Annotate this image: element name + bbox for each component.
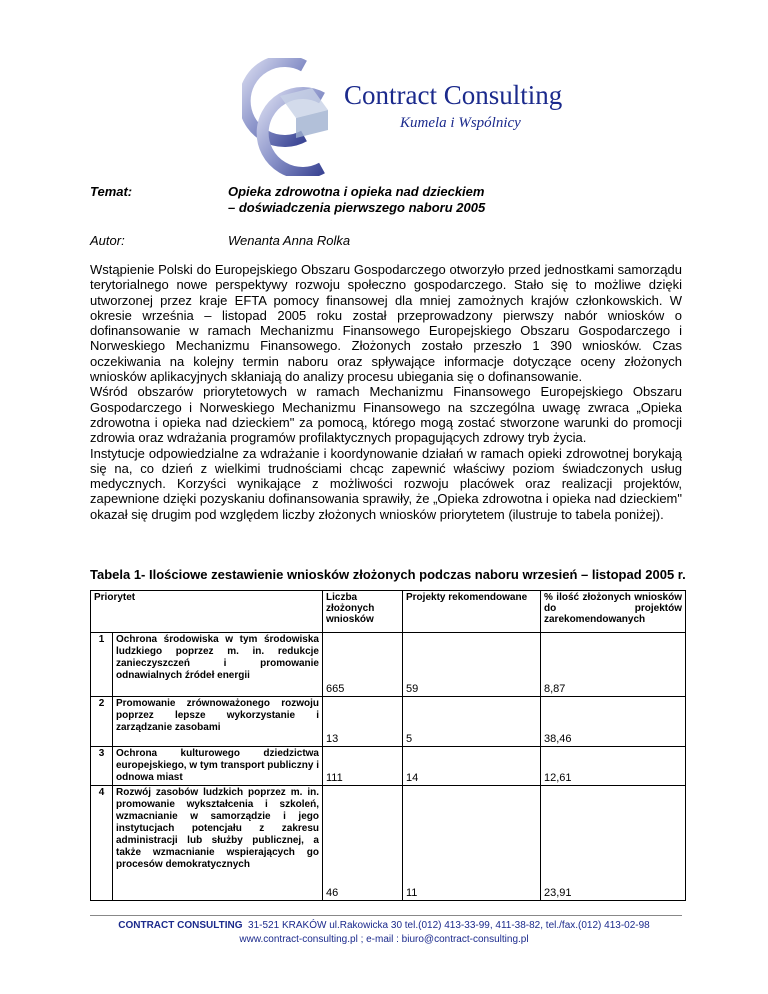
footer-contact[interactable]: www.contract-consulting.pl ; e-mail : biuro@contract-consulting.pl xyxy=(239,934,529,945)
row-priority: Ochrona kulturowego dziedzictwa europejskiego, w tym transport publiczny i odnowa miast xyxy=(113,747,323,786)
row-submitted: 111 xyxy=(323,747,403,786)
header-priority: Priorytet xyxy=(91,591,323,633)
row-submitted: 665 xyxy=(323,633,403,697)
brand-subtitle: Kumela i Wspólnicy xyxy=(400,115,521,131)
cc-logo-icon xyxy=(242,58,352,176)
footer-company: CONTRACT CONSULTING xyxy=(118,920,243,931)
row-number: 3 xyxy=(91,747,113,786)
topic-line-1: Opieka zdrowotna i opieka nad dzieckiem xyxy=(228,184,485,199)
footer-address: 31-521 KRAKÓW ul.Rakowicka 30 tel.(012) 413-33-99, 411-38-82, tel./fax.(012) 413-02-98 xyxy=(248,920,650,931)
row-priority: Rozwój zasobów ludzkich poprzez m. in. promowanie wykształcenia i szkoleń, wzmacnianie w samorządzie i jego instytucjach potencjału z zakresu administracji lub służby publicznej, a także wzmacnianie wspierających go procesów demokratycznych xyxy=(113,786,323,901)
row-percent: 12,61 xyxy=(541,747,686,786)
header-submitted: Liczba złożonych wniosków xyxy=(323,591,403,633)
table-caption: Tabela 1- Ilościowe zestawienie wniosków złożonych podczas naboru wrzesień – listopad 2005 r. xyxy=(90,567,686,582)
brand-name: Contract Consulting xyxy=(344,80,563,110)
body-text xyxy=(90,262,682,522)
table-row xyxy=(91,633,686,697)
row-number: 4 xyxy=(91,786,113,901)
table-row xyxy=(91,786,686,901)
author-label: Autor: xyxy=(90,233,125,248)
topic-line-2: – doświadczenia pierwszego naboru 2005 xyxy=(228,200,486,215)
footer-divider xyxy=(90,915,682,916)
row-percent: 8,87 xyxy=(541,633,686,697)
table-header-row xyxy=(91,591,686,633)
row-recommended: 14 xyxy=(403,747,541,786)
paragraph-1: Wstąpienie Polski do Europejskiego Obszaru Gospodarczego otworzyło przed jednostkami samorządu terytorialnego nowe perspektywy rozwoju społeczno gospodarczego. Stało się to możliwe dzięki utworzonej przez kraje EFTA pomocy finansowej dla mniej zamożnych krajów członkowskich. W okresie września – listopad 2005 roku został przeprowadzony pierwszy nabór wniosków o dofinansowanie w ramach Mechanizmu Finansowego Europejskiego Obszaru Gospodarczego i Norweskiego Mechanizmu Finansowego. Złożonych zostało przeszło 1 390 wniosków. Czas oczekiwania na kolejny termin naboru oraz spływające informacje dotyczące oceny złożonych wniosków aplikacyjnych skłaniają do analizy procesu ubiegania się o dofinansowanie. xyxy=(90,262,682,385)
row-recommended: 59 xyxy=(403,633,541,697)
row-percent: 23,91 xyxy=(541,786,686,901)
header-percent: % ilość złożonych wniosków do projektów zarekomendowanych xyxy=(541,591,686,633)
paragraph-3: Instytucje odpowiedzialne za wdrażanie i koordynowanie działań w ramach opieki zdrowotnej borykają się na, co dzień z wielkimi trudnościami chcąc zapewnić właściwy poziom świadczonych usług medycznych. Korzyści wynikające z możliwości rozwoju placówek oraz realizacji projektów, zapewnione dzięki pozyskaniu dofinansowania sprawiły, że „Opieka zdrowotna i opieka nad dzieckiem" okazał się drugim pod względem liczby złożonych wniosków priorytetem (ilustruje to tabela poniżej). xyxy=(90,445,682,522)
row-submitted: 13 xyxy=(323,697,403,747)
row-recommended: 5 xyxy=(403,697,541,747)
table-row xyxy=(91,747,686,786)
row-priority: Ochrona środowiska w tym środowiska ludzkiego poprzez m. in. redukcje zanieczyszczeń i promowanie odnawialnych źródeł energii xyxy=(113,633,323,697)
row-priority: Promowanie zrównoważonego rozwoju poprzez lepsze wykorzystanie i zarządzanie zasobami xyxy=(113,697,323,747)
company-logo xyxy=(242,58,572,178)
row-number: 1 xyxy=(91,633,113,697)
author-value: Wenanta Anna Rolka xyxy=(228,233,351,248)
footer-address-line xyxy=(0,920,768,931)
table-row xyxy=(91,697,686,747)
header-recommended: Projekty rekomendowane xyxy=(403,591,541,633)
row-number: 2 xyxy=(91,697,113,747)
row-recommended: 11 xyxy=(403,786,541,901)
paragraph-2: Wśród obszarów priorytetowych w ramach Mechanizmu Finansowego Europejskiego Obszaru Gospodarczego i Norweskiego Mechanizmu Finansowego na szczególna uwagę zwraca „Opieka zdrowotna i opieka nad dzieckiem" za pomocą, którego mogą zostać stworzone warunki do promocji zdrowia oraz wdrażania programów profilaktycznych propagujących zdrowy tryb życia. xyxy=(90,384,682,446)
row-submitted: 46 xyxy=(323,786,403,901)
row-percent: 38,46 xyxy=(541,697,686,747)
topic-label: Temat: xyxy=(90,184,133,199)
priority-table xyxy=(90,590,686,901)
